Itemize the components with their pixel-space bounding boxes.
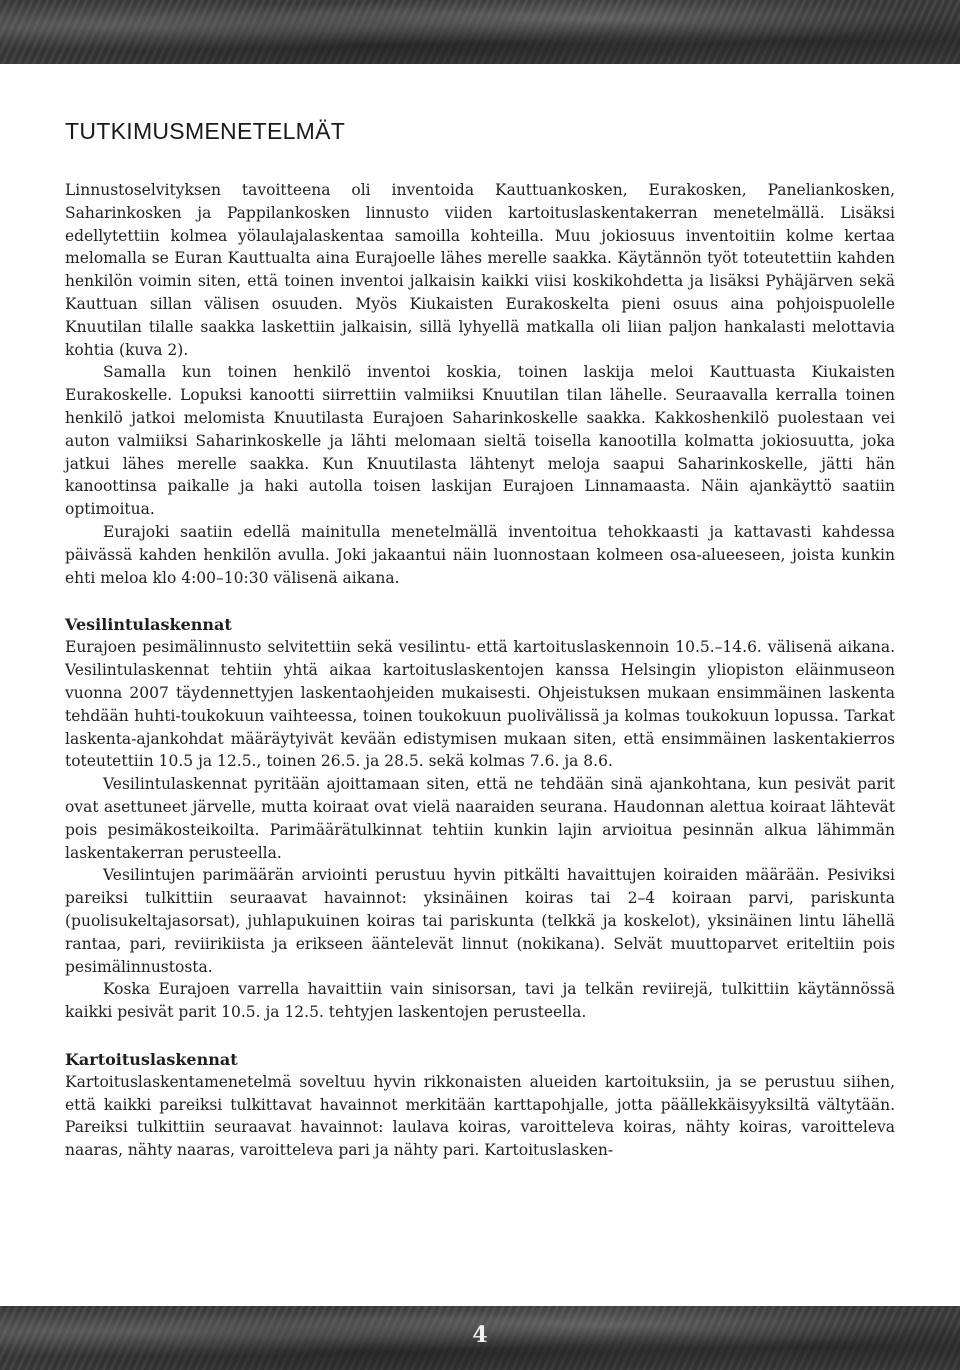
section-heading: Vesilintulaskennat [65,615,232,635]
section-vesilintulaskennat [65,613,895,1024]
paragraph: Vesilintulaskennat pyritään ajoittamaan siten, että ne tehdään sinä ajankohtana, kun pesivät parit ovat asettuneet järvelle, mutta koiraat ovat vielä naaraiden seurana. Haudonnan alettua koiraat lähtevät pois pesimäkosteikoilta. Parimäärätulkinnat tehtiin kunkin lajin arvioitua pesinnän alkua lähimmän laskentakerran perusteella. [65,775,895,862]
header-texture-band [0,0,960,64]
paragraph: Kartoituslaskentamenetelmä soveltuu hyvin rikkonaisten alueiden kartoituksiin, ja se perustuu siihen, että kaikki pareiksi tulkittavat havainnot merkitään karttapohjalle, jotta päällekkäisyyksiltä vältytään. Pareiksi tulkittiin seuraavat havainnot: laulava koiras, varoitteleva koiras, nähty koiras, varoitteleva naaras, nähty naaras, varoitteleva pari ja nähty pari. Kartoituslasken- [65,1072,895,1160]
page-number: 4 [472,1322,488,1348]
section-heading: Kartoituslaskennat [65,1049,238,1069]
page-content [65,118,895,1162]
paragraph: Samalla kun toinen henkilö inventoi koskia, toinen laskija meloi Kauttuasta Kiukaisten Eurakoskelle. Lopuksi kanootti siirrettiin valmiiksi Knuutilan tilan lähelle. Seuraavalla kerralla toinen henkilö jatkoi melomista Knuutilasta Eurajoen Saharinkoskelle saakka. Kakkoshenkilö puolestaan vei auton valmiiksi Saharinkoskelle ja lähti melomaan sieltä toisella kanootilla kolmatta jokiosuutta, joka jatkui lähes merelle saakka. Kun Knuutilasta lähtenyt meloja saapui Saharinkoskelle, jätti hän kanoottinsa paikalle ja haki autolla toisen laskijan Eurajoen Linnamaasta. Näin ajankäyttö saatiin optimoitua. [65,363,895,519]
section-kartoituslaskennat [65,1048,895,1162]
page-title: TUTKIMUSMENETELMÄT [65,118,346,144]
section-intro [65,179,895,589]
paragraph: Eurajoen pesimälinnusto selvitettiin sekä vesilintu- että kartoituslaskennoin 10.5.–14.6. välisenä aikana. Vesilintulaskennat tehtiin yhtä aikaa kartoituslaskentojen kanssa Helsingin yliopiston eläinmuseon vuonna 2007 täydennettyjen laskentaohjeiden mukaisesti. Ohjeistuksen mukaan ensimmäinen laskenta tehdään huhti-toukokuun vaihteessa, toinen toukokuun puolivälissä ja kolmas toukokuun lopussa. Tarkat laskenta-ajankohdat määräytyivät kevään edistymisen mukaan siten, että ensimmäinen laskentakierros toteutettiin 10.5 ja 12.5., toinen 26.5. ja 28.5. sekä kolmas 7.6. ja 8.6. [65,638,895,771]
paragraph: Linnustoselvityksen tavoitteena oli inventoida Kauttuankosken, Eurakosken, Paneliankosken, Saharinkosken ja Pappilankosken linnusto viiden kartoituslaskentakerran menetelmällä. Lisäksi edellytettiin kolmea yölaulajalaskentaa samoilla kohteilla. Muu jokiosuus inventoitiin kolme kertaa melomalla se Euran Kauttualta aina Eurajoelle lähes merelle saakka. Käytännön työt toteutettiin kahden henkilön voimin siten, että toinen inventoi jalkaisin kaikki viisi koskikohdetta ja lisäksi Pyhäjärven sekä Kauttuan sillan välisen osuuden. Myös Kiukaisten Eurakoskelta pieni osuus aina pohjoispuolelle Knuutilan tilalle saakka laskettiin jalkaisin, sillä lyhyellä matkalla oli liian paljon hankalasti melottavia kohtia (kuva 2). [65,181,895,359]
paragraph: Eurajoki saatiin edellä mainitulla menetelmällä inventoitua tehokkaasti ja kattavasti kahdessa päivässä kahden henkilön avulla. Joki jakaantui näin luonnostaan kolmeen osa-alueeseen, joista kunkin ehti meloa klo 4:00–10:30 välisenä aikana. [65,522,895,587]
paragraph: Vesilintujen parimäärän arviointi perustuu hyvin pitkälti havaittujen koiraiden määrään. Pesiviksi pareiksi tulkittiin seuraavat havainnot: yksinäinen koiras tai 2–4 koiraan parvi, pariskunta (puolisukeltajasorsat), juhlapukuinen koiras tai pariskunta (telkkä ja koskelot), yksinäinen lintu lähellä rantaa, pari, reviirikiista ja erikseen ääntelevät linnut (nokikana). Selvät muuttoparvet eriteltiin pois pesimälinnustosta. [65,866,895,976]
paragraph: Koska Eurajoen varrella havaittiin vain sinisorsan, tavi ja telkän reviirejä, tulkittiin käytännössä kaikki pesivät parit 10.5. ja 12.5. tehtyjen laskentojen perusteella. [65,980,895,1022]
